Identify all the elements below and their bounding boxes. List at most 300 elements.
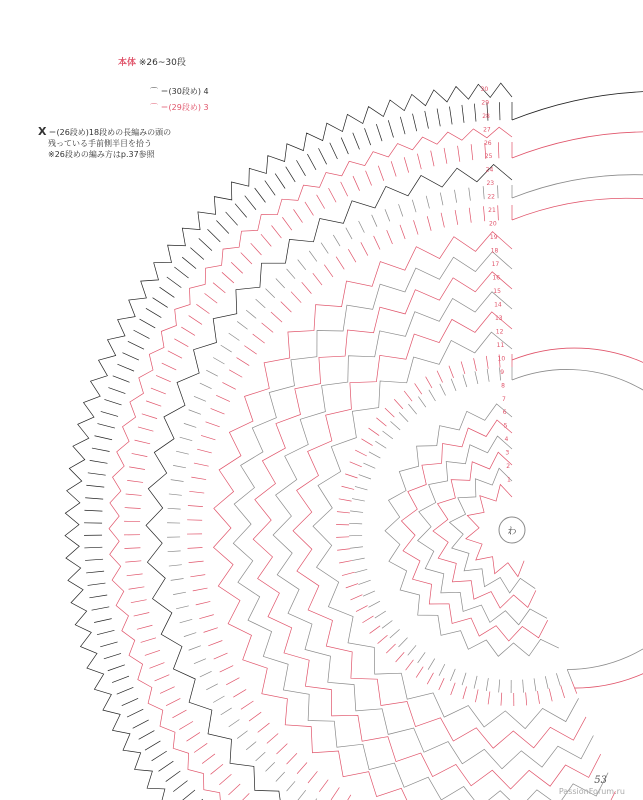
stitch-post bbox=[359, 475, 371, 479]
stitch-post bbox=[86, 571, 104, 573]
page-number: 53 bbox=[594, 775, 607, 786]
row-label: 6 bbox=[502, 409, 507, 417]
ring-row bbox=[512, 91, 643, 800]
stitch-post bbox=[180, 437, 193, 440]
ring-row bbox=[512, 369, 643, 669]
stitch-post bbox=[196, 601, 211, 604]
stitch-post bbox=[412, 200, 416, 212]
center-mark: わ bbox=[507, 527, 517, 537]
stitch-post bbox=[291, 292, 301, 303]
stitch-post bbox=[499, 679, 500, 692]
stitch-post bbox=[86, 485, 104, 487]
legend-row-29 bbox=[150, 102, 209, 113]
stitch-post bbox=[197, 449, 212, 453]
stitch-post bbox=[146, 308, 161, 317]
stitch-post bbox=[181, 790, 195, 800]
stitch-post bbox=[359, 221, 365, 233]
stitch-post bbox=[169, 494, 182, 495]
stitch-post bbox=[297, 763, 307, 774]
stitch-post bbox=[237, 731, 247, 739]
stitch-post bbox=[286, 167, 296, 182]
stitch-post bbox=[155, 675, 170, 681]
stitch-post bbox=[142, 414, 157, 419]
stitch-post bbox=[342, 486, 355, 489]
row-label: 25 bbox=[484, 153, 493, 161]
stitch-post bbox=[189, 410, 201, 415]
stitch-post bbox=[474, 676, 477, 689]
stitch-post bbox=[358, 580, 370, 584]
lattice-row bbox=[273, 292, 593, 769]
stitch-post bbox=[211, 764, 223, 774]
stitch-post bbox=[416, 667, 423, 678]
x-stitch-icon: X bbox=[38, 125, 47, 138]
stitch-post bbox=[188, 548, 203, 549]
stitch-post bbox=[437, 109, 440, 127]
note-line-3: ※26段めの編み方はp.37参照 bbox=[48, 150, 155, 159]
stitch-post bbox=[366, 171, 372, 186]
stitch-post bbox=[140, 319, 156, 328]
lattice-row bbox=[214, 232, 616, 800]
stitch-post bbox=[361, 242, 368, 255]
stitch-post bbox=[294, 209, 303, 222]
stitch-post bbox=[376, 124, 382, 141]
stitch-post bbox=[238, 793, 249, 800]
stitch-post bbox=[369, 601, 380, 607]
stitch-post bbox=[475, 371, 478, 384]
legend-row29-label: ＝(29段め) bbox=[160, 103, 201, 112]
stitch-post bbox=[361, 439, 372, 446]
stitch-post bbox=[363, 591, 375, 596]
legend-row29-count: 3 bbox=[203, 103, 209, 112]
stitch-post bbox=[190, 575, 205, 577]
stitch-post bbox=[399, 204, 403, 216]
legend-title bbox=[118, 58, 186, 69]
stitch-post bbox=[556, 673, 560, 685]
stitch-post bbox=[374, 236, 380, 250]
stitch-post bbox=[474, 358, 477, 371]
stitch-post bbox=[129, 587, 145, 589]
stitch-post bbox=[194, 463, 209, 466]
stitch-post bbox=[206, 370, 218, 376]
row-label: 4 bbox=[504, 436, 509, 444]
stitch-post bbox=[272, 226, 282, 239]
row-label: 15 bbox=[493, 287, 501, 295]
row-label: 13 bbox=[494, 314, 503, 322]
stitch-post bbox=[355, 450, 367, 456]
stitch-post bbox=[189, 316, 202, 325]
stitch-post bbox=[498, 142, 499, 158]
stitch-post bbox=[172, 710, 186, 718]
stitch-post bbox=[125, 561, 141, 562]
note-line-1: ＝(26段め)18段めの長編みの頭の bbox=[48, 128, 172, 137]
stitch-post bbox=[305, 202, 314, 216]
stitch-post bbox=[206, 684, 218, 690]
row-label: 28 bbox=[482, 112, 490, 120]
stitch-post bbox=[330, 143, 338, 159]
stitch-post bbox=[135, 440, 151, 444]
stitch-post bbox=[388, 120, 393, 137]
stitch-post bbox=[349, 523, 362, 524]
stitch-post bbox=[523, 680, 524, 693]
legend-title-main: 本体 bbox=[118, 58, 137, 68]
stitch-post bbox=[413, 114, 417, 132]
stitch-post bbox=[308, 771, 317, 783]
stitch-post bbox=[141, 638, 156, 643]
stitch-post bbox=[214, 653, 228, 659]
stitch-post bbox=[426, 377, 432, 388]
stitch-post bbox=[221, 345, 232, 352]
stitch-post bbox=[145, 741, 160, 750]
stitch-post bbox=[329, 188, 337, 202]
stitch-post bbox=[364, 128, 370, 145]
stitch-post bbox=[463, 375, 467, 387]
stitch-post bbox=[131, 600, 147, 603]
stitch-post bbox=[190, 248, 204, 260]
stitch-post bbox=[127, 709, 143, 717]
stitch-post bbox=[498, 185, 499, 198]
stitch-post bbox=[321, 243, 328, 254]
stitch-post bbox=[281, 302, 292, 313]
stitch-post bbox=[337, 549, 350, 550]
stitch-post bbox=[345, 474, 357, 478]
stitch-post bbox=[404, 157, 408, 172]
stitch-post bbox=[174, 339, 188, 347]
stitch-post bbox=[462, 673, 466, 685]
stitch-post bbox=[276, 744, 287, 754]
stitch-post bbox=[261, 234, 271, 246]
stitch-post bbox=[168, 508, 181, 509]
stitch-post bbox=[487, 369, 489, 382]
stitch-post bbox=[127, 574, 143, 576]
stitch-post bbox=[189, 646, 201, 651]
stitch-post bbox=[346, 228, 352, 239]
stitch-post bbox=[318, 148, 326, 164]
stitch-post bbox=[427, 216, 431, 230]
lattice-row bbox=[233, 252, 608, 800]
row-label: 26 bbox=[483, 139, 492, 147]
stitch-post bbox=[451, 379, 456, 391]
stitch-post bbox=[363, 463, 375, 468]
stitch-post bbox=[458, 146, 460, 162]
stitch-post bbox=[127, 480, 143, 482]
stitch-post bbox=[229, 333, 240, 340]
stitch-post bbox=[296, 160, 305, 176]
stitch-post bbox=[282, 217, 291, 230]
legend-title-sub: ※26~30段 bbox=[138, 58, 186, 68]
petal-row bbox=[418, 436, 547, 625]
stitch-post bbox=[498, 205, 499, 220]
stitch-post bbox=[429, 390, 436, 401]
stitch-post bbox=[483, 186, 484, 199]
stitch-post bbox=[124, 548, 140, 549]
stitch-post bbox=[92, 448, 110, 451]
stitch-post bbox=[266, 762, 275, 771]
stitch-post bbox=[173, 781, 187, 792]
stitch-post bbox=[180, 619, 193, 622]
stitch-post bbox=[462, 105, 464, 123]
row-label: 24 bbox=[485, 166, 494, 174]
row-label: 1 bbox=[507, 476, 511, 484]
stitch-post bbox=[425, 111, 429, 129]
stitch-post bbox=[418, 397, 425, 408]
watermark: PassionForum.ru bbox=[558, 787, 625, 796]
edge-row bbox=[65, 83, 643, 800]
stitch-post bbox=[454, 190, 456, 203]
stitch-post bbox=[439, 678, 444, 690]
stitch-post bbox=[117, 364, 134, 371]
row-label: 5 bbox=[503, 422, 508, 430]
stitch-post bbox=[151, 388, 166, 394]
row-label: 11 bbox=[496, 341, 505, 349]
stitch-post bbox=[173, 592, 186, 594]
stitch-post bbox=[471, 144, 473, 160]
stitch-post bbox=[302, 282, 312, 293]
stitch-post bbox=[307, 154, 316, 170]
row-label: 14 bbox=[494, 301, 502, 309]
stitch-post bbox=[386, 644, 395, 653]
stitch-post bbox=[461, 362, 465, 374]
stitch-post bbox=[475, 689, 478, 702]
row-label: 7 bbox=[501, 395, 506, 403]
stitch-post bbox=[85, 498, 103, 499]
stitch-post bbox=[265, 181, 275, 196]
stitch-post bbox=[187, 732, 200, 741]
stitch-post bbox=[233, 689, 246, 697]
stitch-post bbox=[355, 486, 368, 489]
stitch-post bbox=[333, 235, 340, 246]
stitch-post bbox=[122, 353, 138, 360]
stitch-post bbox=[226, 212, 238, 225]
stitch-post bbox=[134, 330, 150, 338]
stitch-post bbox=[226, 678, 239, 685]
stitch-post bbox=[85, 559, 103, 560]
stitch-post bbox=[251, 243, 262, 255]
stitch-post bbox=[427, 673, 433, 684]
stitch-post bbox=[205, 293, 218, 303]
stitch-post bbox=[341, 182, 348, 196]
stitch-post bbox=[89, 595, 107, 598]
stitch-post bbox=[168, 351, 182, 358]
stitch-post bbox=[336, 537, 349, 538]
stitch-post bbox=[353, 176, 360, 191]
row-label: 8 bbox=[501, 382, 505, 390]
stitch-post bbox=[355, 569, 368, 572]
stitch-post bbox=[104, 653, 121, 658]
shell-row bbox=[146, 165, 641, 800]
stitch-post bbox=[166, 698, 180, 705]
stitch-post bbox=[486, 678, 488, 691]
stitch-post bbox=[97, 424, 114, 428]
stitch-post bbox=[213, 358, 224, 365]
stitch-post bbox=[125, 508, 141, 509]
stitch-post bbox=[567, 669, 572, 681]
stitch-post bbox=[440, 193, 443, 206]
stitch-post bbox=[237, 321, 247, 329]
row-label: 12 bbox=[495, 328, 504, 336]
stitch-post bbox=[97, 630, 114, 634]
legend-row30-label: ＝(30段め) bbox=[160, 87, 201, 96]
stitch-post bbox=[156, 375, 171, 381]
stitch-post bbox=[237, 358, 250, 366]
stitch-post bbox=[346, 584, 358, 588]
stitch-post bbox=[189, 561, 204, 563]
row-label: 9 bbox=[500, 368, 505, 376]
stitch-post bbox=[152, 751, 167, 761]
stitch-post bbox=[253, 334, 265, 343]
stitch-post bbox=[216, 220, 228, 233]
stitch-post bbox=[235, 204, 247, 218]
stitch-post bbox=[417, 154, 421, 170]
stitch-post bbox=[352, 499, 365, 502]
stitch-post bbox=[95, 436, 113, 440]
stitch-post bbox=[122, 698, 138, 705]
stitch-post bbox=[134, 613, 150, 617]
stitch-post bbox=[414, 220, 419, 234]
stitch-post bbox=[441, 213, 444, 228]
stitch-post bbox=[222, 272, 234, 283]
stitch-post bbox=[431, 151, 434, 167]
stitch-post bbox=[129, 467, 145, 470]
stitch-post bbox=[255, 188, 266, 202]
stitch-post bbox=[266, 289, 275, 298]
stitch-post bbox=[216, 395, 230, 401]
stitch-post bbox=[159, 761, 174, 771]
stitch-post bbox=[92, 607, 110, 610]
stitch-post bbox=[128, 341, 144, 349]
stitch-post bbox=[390, 629, 400, 638]
stitch-post bbox=[108, 665, 125, 671]
chart-marks bbox=[65, 83, 643, 800]
stitch-post bbox=[201, 435, 215, 439]
stitch-post bbox=[415, 383, 422, 394]
stitch-post bbox=[398, 638, 407, 647]
stitch-post bbox=[350, 511, 363, 513]
stitch-post bbox=[451, 683, 456, 695]
stitch-post bbox=[375, 611, 386, 618]
stitch-post bbox=[572, 682, 577, 694]
stitch-post bbox=[184, 633, 196, 637]
stitch-post bbox=[258, 723, 270, 732]
stitch-post bbox=[356, 606, 368, 612]
stitch-post bbox=[339, 499, 352, 501]
row-label: 16 bbox=[492, 274, 501, 282]
ring-row bbox=[512, 348, 643, 688]
stitch-post bbox=[188, 506, 203, 507]
stitch-post bbox=[199, 615, 213, 619]
stitch-post bbox=[126, 494, 142, 495]
stitch-post bbox=[341, 138, 348, 155]
stitch-post bbox=[450, 669, 455, 681]
stitch-post bbox=[455, 210, 458, 225]
stitch-post bbox=[189, 491, 204, 493]
stitch-post bbox=[298, 790, 306, 800]
lattice-row bbox=[313, 332, 579, 728]
stitch-post bbox=[276, 279, 285, 288]
stitch-post bbox=[391, 161, 396, 176]
stitch-post bbox=[561, 686, 565, 698]
stitch-post bbox=[400, 225, 405, 239]
chart-rings bbox=[512, 91, 643, 800]
stitch-post bbox=[100, 642, 117, 647]
stitch-post bbox=[369, 428, 380, 436]
stitch-post bbox=[549, 689, 552, 702]
arc-symbol-icon: ⌒ bbox=[150, 103, 158, 112]
stitch-post bbox=[244, 346, 256, 355]
stitch-post bbox=[88, 583, 106, 585]
stitch-post bbox=[245, 196, 256, 210]
stitch-post bbox=[262, 323, 274, 333]
row-label: 10 bbox=[497, 355, 506, 363]
stitch-post bbox=[211, 408, 225, 414]
stitch-post bbox=[132, 453, 148, 456]
stitch-post bbox=[213, 283, 225, 293]
stitch-post bbox=[428, 659, 435, 670]
stitch-post bbox=[208, 640, 222, 645]
stitch-post bbox=[84, 547, 102, 548]
stitch-post bbox=[196, 304, 209, 313]
stitch-post bbox=[469, 188, 471, 201]
stitch-post bbox=[378, 166, 384, 181]
stitch-post bbox=[179, 721, 193, 729]
stitch-post bbox=[439, 664, 445, 676]
stitch-post bbox=[94, 619, 112, 623]
petal-row bbox=[450, 468, 536, 593]
stitch-post bbox=[246, 310, 256, 318]
legend-row-30 bbox=[150, 86, 209, 97]
stitch-post bbox=[271, 312, 282, 322]
stitch-post bbox=[221, 708, 232, 715]
stitch-post bbox=[194, 743, 207, 752]
stitch-post bbox=[378, 635, 388, 643]
stitch-post bbox=[219, 774, 231, 785]
stitch-post bbox=[287, 753, 297, 764]
stitch-note bbox=[38, 126, 198, 160]
stitch-post bbox=[169, 565, 182, 566]
stitch-post bbox=[231, 262, 243, 273]
stitch-post bbox=[166, 771, 181, 782]
petal-row bbox=[401, 420, 547, 641]
stitch-post bbox=[191, 477, 206, 479]
stitch-post bbox=[176, 451, 189, 454]
stitch-post bbox=[376, 418, 386, 426]
stitch-post bbox=[108, 388, 125, 394]
row-label: 19 bbox=[489, 234, 498, 242]
stitch-post bbox=[350, 462, 362, 467]
stitch-post bbox=[173, 465, 186, 467]
stitch-post bbox=[113, 376, 130, 382]
stitch-post bbox=[181, 327, 195, 335]
stitch-post bbox=[339, 561, 352, 563]
legend-row30-count: 4 bbox=[203, 87, 209, 96]
stitch-post bbox=[385, 408, 394, 417]
stitch-post bbox=[337, 512, 350, 513]
ring-row bbox=[512, 175, 643, 800]
stitch-post bbox=[229, 719, 240, 726]
stitch-post bbox=[313, 273, 322, 285]
stitch-post bbox=[501, 693, 502, 706]
stitch-post bbox=[171, 480, 184, 482]
row-label: 3 bbox=[505, 449, 510, 457]
stitch-post bbox=[352, 558, 365, 560]
stitch-post bbox=[276, 772, 285, 781]
stitch-post bbox=[336, 257, 344, 270]
stitch-post bbox=[228, 784, 240, 795]
stitch-post bbox=[194, 659, 206, 664]
stitch-post bbox=[176, 606, 189, 609]
stitch-post bbox=[362, 616, 373, 623]
stitch-post bbox=[488, 691, 490, 704]
row-label: 20 bbox=[489, 220, 497, 228]
